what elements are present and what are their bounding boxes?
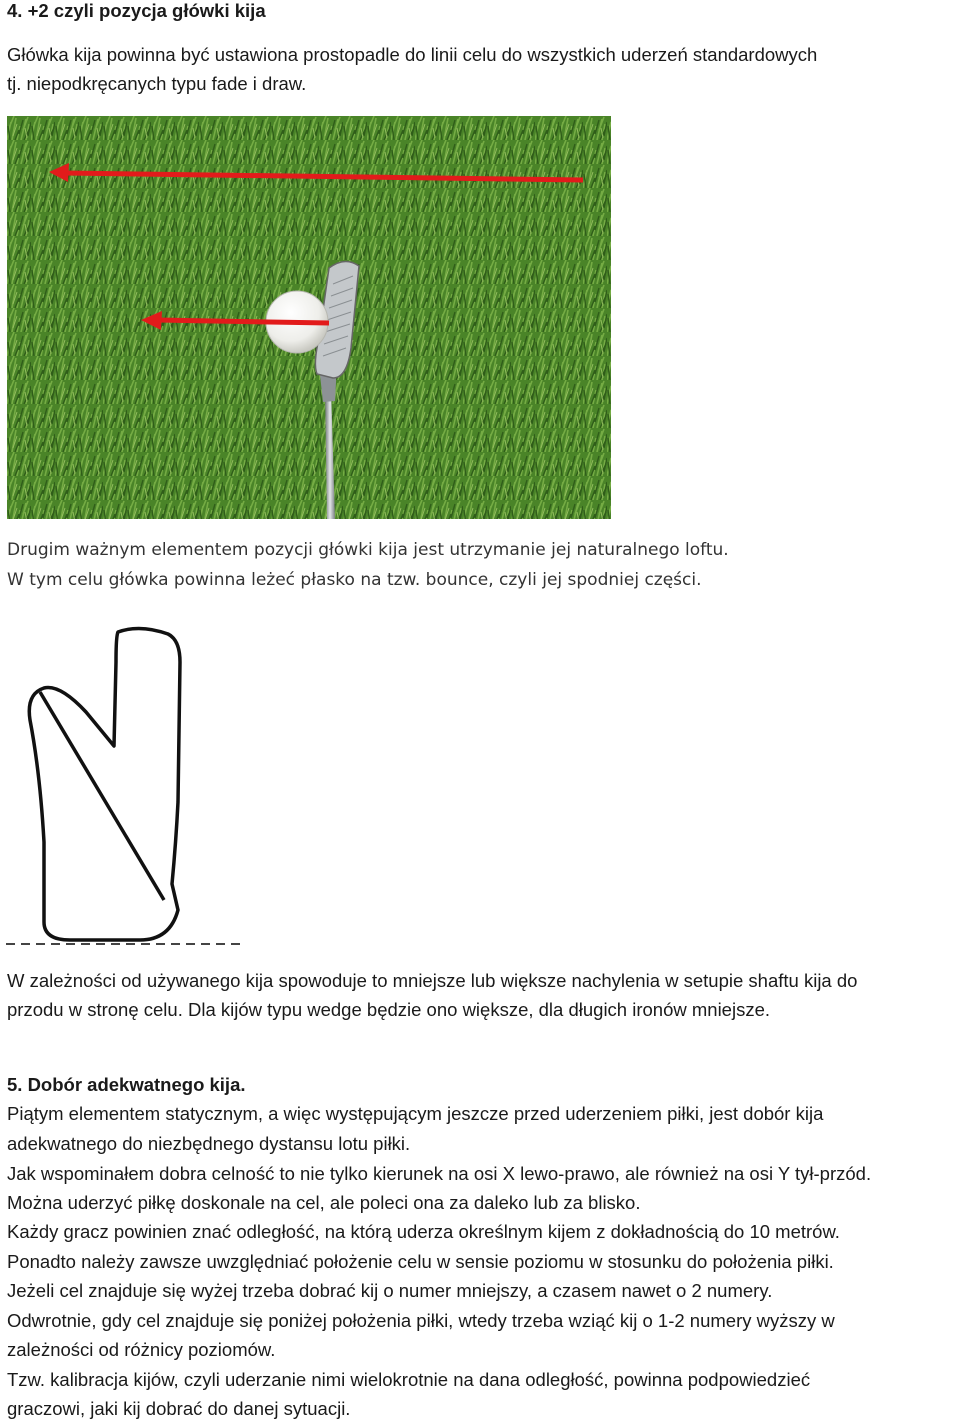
paragraph-line: przodu w stronę celu. Dla kijów typu wedge będzie ono większe, dla długich ironów mniejsze. xyxy=(7,999,771,1020)
paragraph-line: Piątym elementem statycznym, a więc występującym jeszcze przed uderzeniem piłki, jest dobór kija xyxy=(7,1103,824,1124)
paragraph-line: W zależności od używanego kija spowoduje to mniejsze lub większe nachylenia w setupie shaftu kija do xyxy=(7,970,858,991)
paragraph-line: Główka kija powinna być ustawiona prostopadle do linii celu do wszystkich uderzeń standardowych xyxy=(7,44,818,65)
paragraph-line: Odwrotnie, gdy cel znajduje się poniżej położenia piłki, wtedy trzeba wziąć kij o 1-2 numery wyższy w xyxy=(7,1310,835,1331)
paragraph-line: Jak wspominałem dobra celność to nie tylko kierunek na osi X lewo-prawo, ale również na osi Y tył-przód. xyxy=(7,1163,872,1184)
paragraph-line: Można uderzyć piłkę doskonale na cel, ale poleci ona za daleko lub za blisko. xyxy=(7,1192,641,1213)
paragraph-line: zależności od różnicy poziomów. xyxy=(7,1339,276,1360)
iron-clubhead-diagram xyxy=(0,622,260,952)
paragraph-line: graczowi, jaki kij dobrać do danej sytuacji. xyxy=(7,1398,351,1419)
paragraph-line: tj. niepodkręcanych typu fade i draw. xyxy=(7,73,307,94)
paragraph-line: Ponadto należy zawsze uwzględniać położenie celu w sensie poziomu w stosunku do położenia piłki. xyxy=(7,1251,834,1272)
paragraph-line: Tzw. kalibracja kijów, czyli uderzanie nimi wielokrotnie na dana odległość, powinna podpowiedzieć xyxy=(7,1369,811,1390)
paragraph-line: adekwatnego do niezbędnego dystansu lotu piłki. xyxy=(7,1133,411,1154)
section5-heading: 5. Dobór adekwatnego kija. xyxy=(7,1074,246,1095)
paragraph-line: Każdy gracz powinien znać odległość, na którą uderza określnym kijem z dokładnością do 10 metrów. xyxy=(7,1221,840,1242)
paragraph-line: W tym celu główka powinna leżeć płasko na tzw. bounce, czyli jej spodniej części. xyxy=(7,570,702,590)
paragraph-line: Drugim ważnym elementem pozycji główki kija jest utrzymanie jej naturalnego loftu. xyxy=(7,540,729,560)
golf-club-ball-photo xyxy=(7,116,611,519)
paragraph-line: Jeżeli cel znajduje się wyżej trzeba dobrać kij o numer mniejszy, a czasem nawet o 2 numery. xyxy=(7,1280,773,1301)
section4-heading: 4. +2 czyli pozycja główki kija xyxy=(7,0,266,21)
